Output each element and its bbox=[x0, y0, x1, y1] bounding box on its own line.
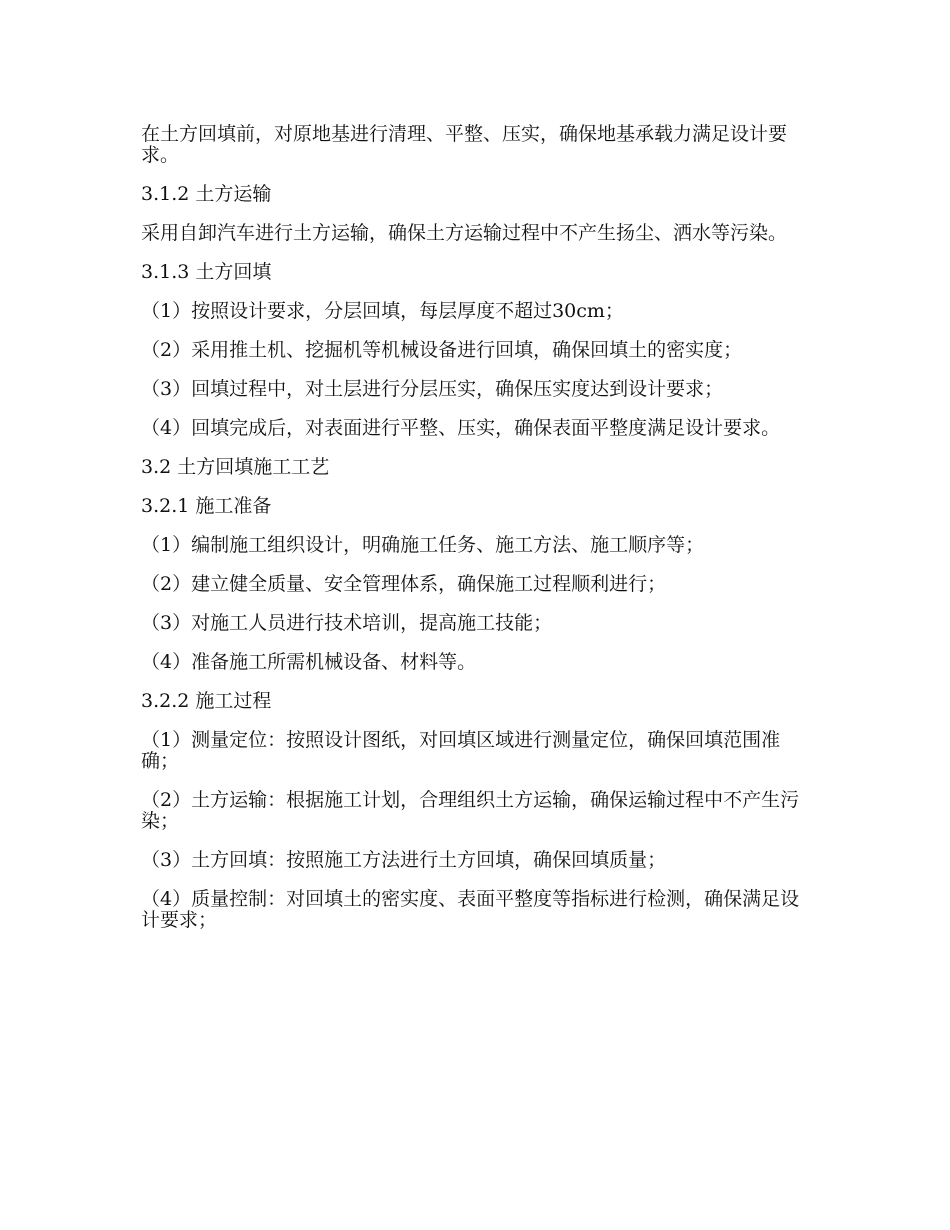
body-paragraph: 在土方回填前，对原地基进行清理、平整、压实，确保地基承载力满足设计要求。 bbox=[141, 123, 788, 166]
list-item: （4）准备施工所需机械设备、材料等。 bbox=[141, 651, 477, 673]
document-body bbox=[141, 124, 811, 949]
list-item: （2）建立健全质量、安全管理体系，确保施工过程顺利进行； bbox=[141, 573, 667, 595]
list-item: （1）按照设计要求，分层回填，每层厚度不超过30cm； bbox=[141, 300, 624, 322]
list-item: （2）采用推土机、挖掘机等机械设备进行回填，确保回填土的密实度； bbox=[141, 339, 743, 361]
list-item: （1）测量定位：按照设计图纸，对回填区域进行测量定位，确保回填范围准确； bbox=[141, 729, 781, 772]
section-heading: 3.1.2 土方运输 bbox=[141, 183, 272, 205]
section-heading: 3.2.2 施工过程 bbox=[141, 690, 272, 712]
list-item: （4）回填完成后，对表面进行平整、压实，确保表面平整度满足设计要求。 bbox=[141, 417, 781, 439]
list-item: （3）回填过程中，对土层进行分层压实，确保压实度达到设计要求； bbox=[141, 378, 724, 400]
list-item: （4）质量控制：对回填土的密实度、表面平整度等指标进行检测，确保满足设计要求； bbox=[141, 888, 800, 931]
section-heading: 3.2.1 施工准备 bbox=[141, 495, 272, 517]
section-heading: 3.1.3 土方回填 bbox=[141, 261, 272, 283]
list-item: （3）土方回填：按照施工方法进行土方回填，确保回填质量； bbox=[141, 849, 667, 871]
list-item: （3）对施工人员进行技术培训，提高施工技能； bbox=[141, 612, 553, 634]
list-item: （1）编制施工组织设计，明确施工任务、施工方法、施工顺序等； bbox=[141, 534, 705, 556]
section-heading: 3.2 土方回填施工工艺 bbox=[141, 456, 330, 478]
body-paragraph: 采用自卸汽车进行土方运输，确保土方运输过程中不产生扬尘、洒水等污染。 bbox=[141, 222, 788, 244]
list-item: （2）土方运输：根据施工计划，合理组织土方运输，确保运输过程中不产生污染； bbox=[141, 789, 800, 832]
